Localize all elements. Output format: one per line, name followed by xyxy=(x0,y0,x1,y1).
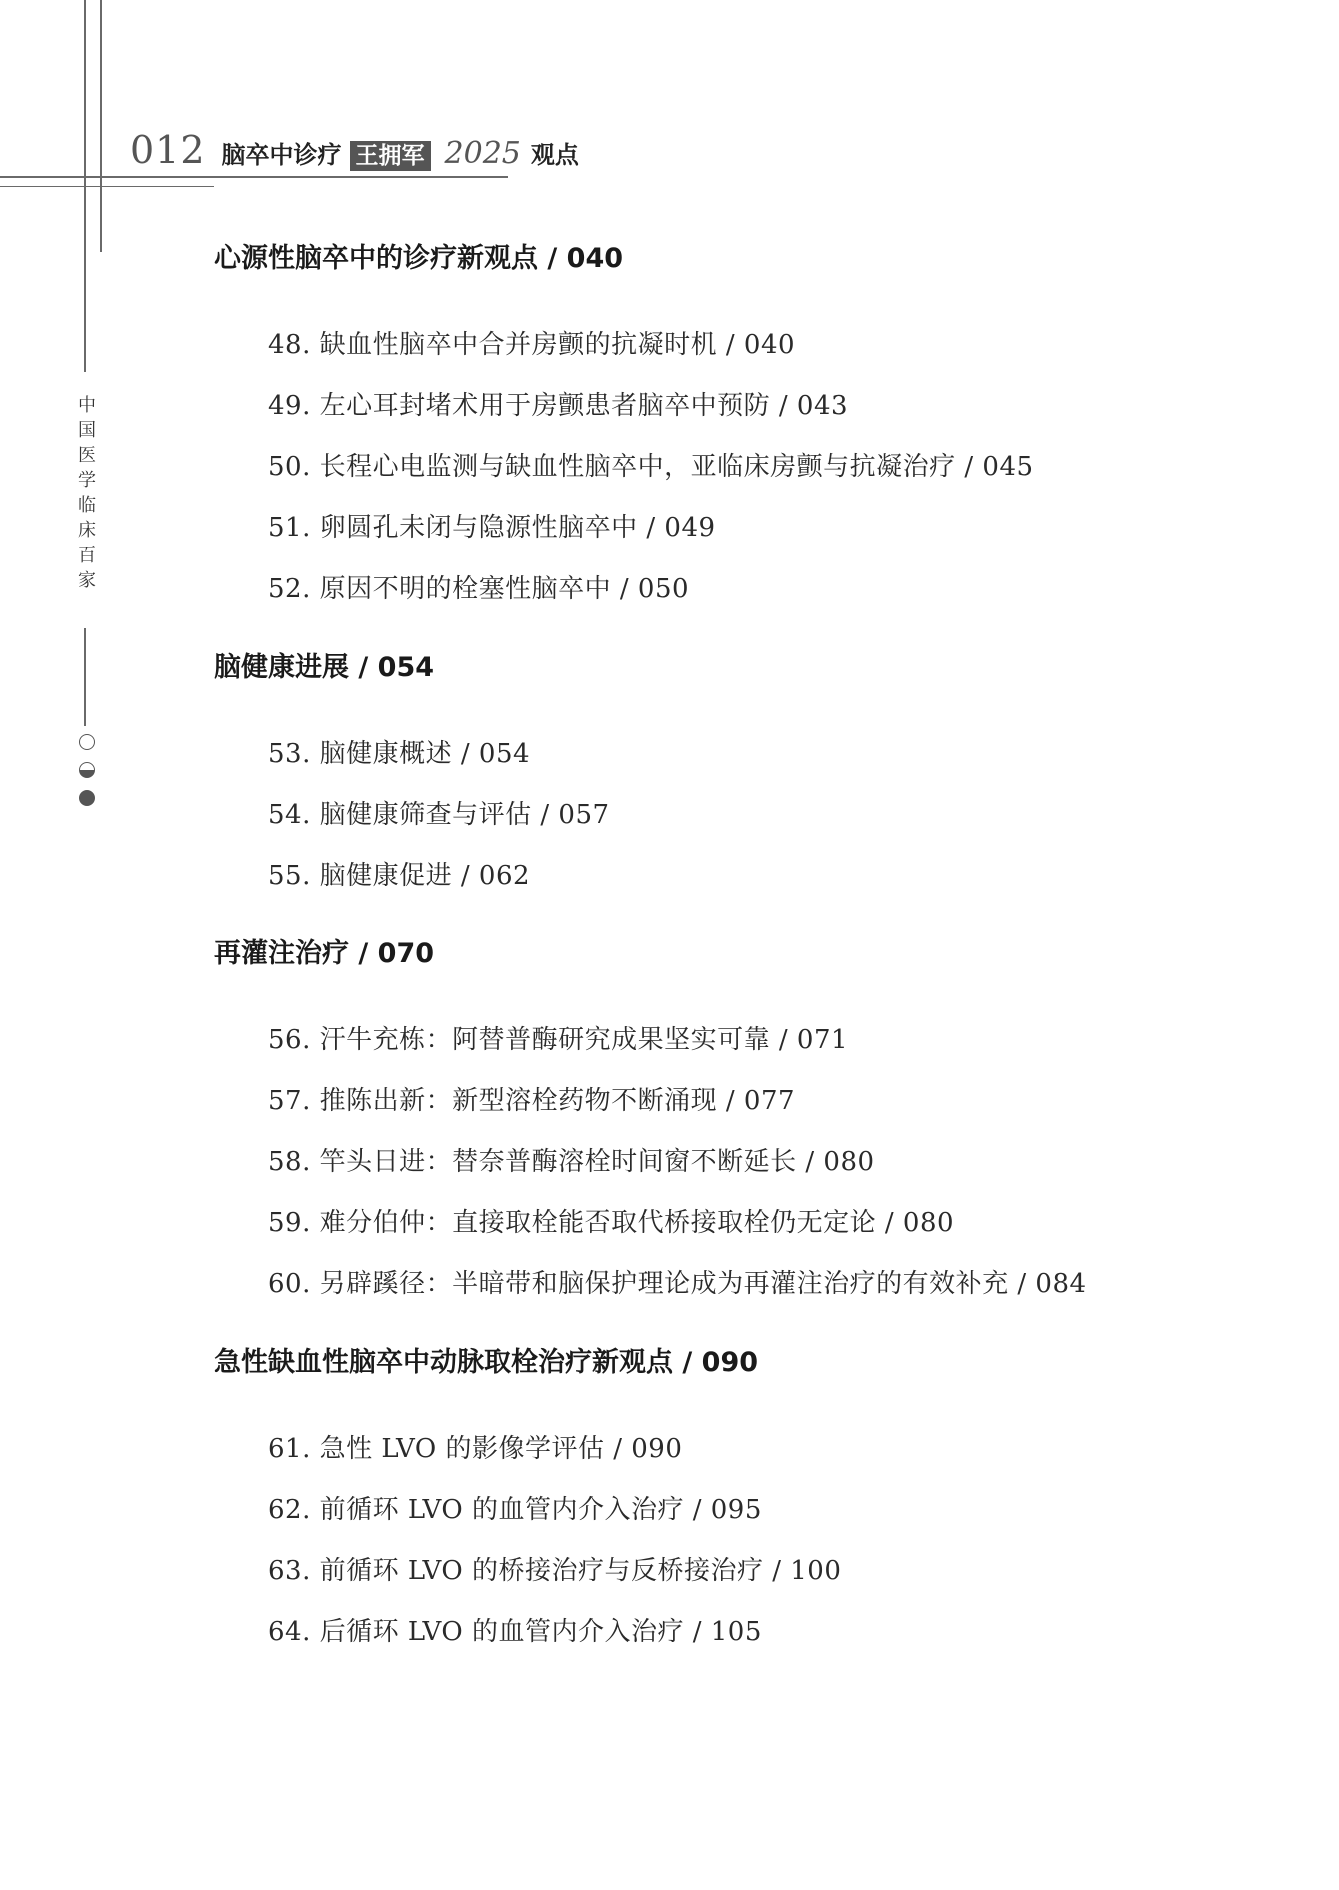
page-number: 012 xyxy=(130,128,206,172)
section-heading: 再灌注治疗 / 070 xyxy=(214,938,435,969)
side-label-char: 百 xyxy=(78,545,96,566)
header-rule-secondary xyxy=(0,186,214,187)
side-label-char: 中 xyxy=(78,395,96,416)
side-label-char: 学 xyxy=(78,470,96,491)
running-header xyxy=(130,128,579,174)
toc-entry: 49. 左心耳封堵术用于房颤患者脑卒中预防 / 043 xyxy=(268,391,849,421)
side-label-char: 临 xyxy=(78,495,96,516)
author-name: 王拥军 xyxy=(350,141,431,171)
toc-entry: 62. 前循环 LVO 的血管内介入治疗 / 095 xyxy=(268,1495,762,1525)
empty-circle-icon xyxy=(79,734,95,750)
side-label-char: 国 xyxy=(78,420,96,441)
section-heading: 脑健康进展 / 054 xyxy=(214,652,435,683)
toc-entry: 51. 卵圆孔未闭与隐源性脑卒中 / 049 xyxy=(268,513,716,543)
toc-entry: 58. 竿头日进：替奈普酶溶栓时间窗不断延长 / 080 xyxy=(268,1147,875,1177)
toc-entry: 59. 难分伯仲：直接取栓能否取代桥接取栓仍无定论 / 080 xyxy=(268,1208,955,1238)
toc-entry: 57. 推陈出新：新型溶栓药物不断涌现 / 077 xyxy=(268,1086,796,1116)
viewpoint-label: 观点 xyxy=(530,141,579,169)
toc-entry: 54. 脑健康筛查与评估 / 057 xyxy=(268,800,610,830)
toc-entry: 48. 缺血性脑卒中合并房颤的抗凝时机 / 040 xyxy=(268,330,796,360)
edition-year: 2025 xyxy=(444,136,521,171)
header-rule xyxy=(0,176,508,178)
side-label-char: 医 xyxy=(78,445,96,466)
section-heading: 急性缺血性脑卒中动脉取栓治疗新观点 / 090 xyxy=(214,1347,759,1378)
toc-entry: 63. 前循环 LVO 的桥接治疗与反桥接治疗 / 100 xyxy=(268,1556,842,1586)
section-heading: 心源性脑卒中的诊疗新观点 / 040 xyxy=(214,243,624,274)
toc-entry: 50. 长程心电监测与缺血性脑卒中，亚临床房颤与抗凝治疗 / 045 xyxy=(268,452,1034,482)
toc-entry: 64. 后循环 LVO 的血管内介入治疗 / 105 xyxy=(268,1617,762,1647)
toc-entry: 52. 原因不明的栓塞性脑卒中 / 050 xyxy=(268,574,690,604)
filled-circle-icon xyxy=(79,790,95,806)
half-circle-icon xyxy=(79,762,95,778)
vertical-rule-left-lower xyxy=(84,628,86,726)
book-title: 脑卒中诊疗 xyxy=(221,141,342,169)
side-label-char: 家 xyxy=(78,570,96,591)
toc-entry: 60. 另辟蹊径：半暗带和脑保护理论成为再灌注治疗的有效补充 / 084 xyxy=(268,1269,1087,1299)
toc-entry: 55. 脑健康促进 / 062 xyxy=(268,861,531,891)
series-side-label xyxy=(74,393,100,593)
toc-entry: 53. 脑健康概述 / 054 xyxy=(268,739,531,769)
side-label-char: 床 xyxy=(78,520,96,541)
toc-entry: 61. 急性 LVO 的影像学评估 / 090 xyxy=(268,1434,683,1464)
vertical-rule-right xyxy=(100,0,102,252)
toc-entry: 56. 汗牛充栋：阿替普酶研究成果坚实可靠 / 071 xyxy=(268,1025,849,1055)
